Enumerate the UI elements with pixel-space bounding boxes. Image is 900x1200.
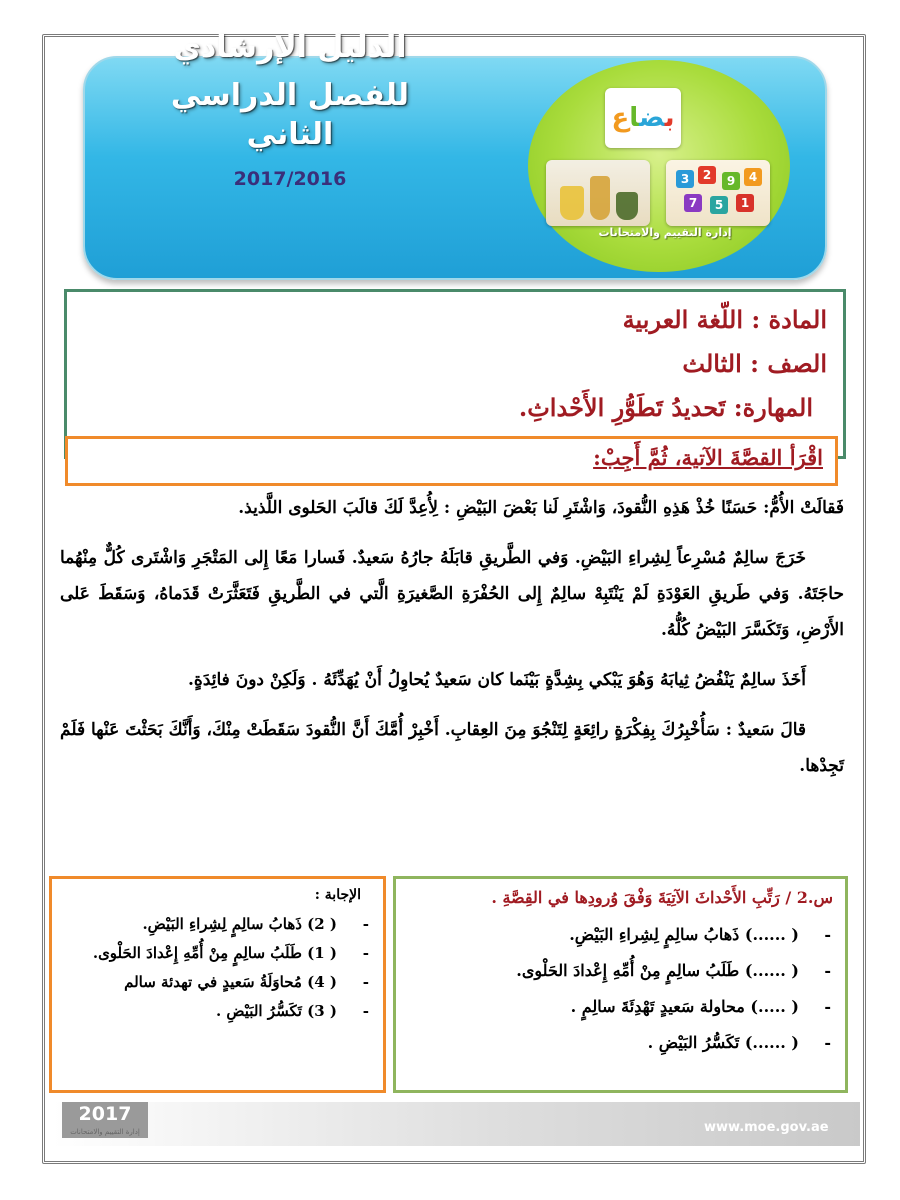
answer-box: [49, 876, 386, 1093]
question-item: - ( ......) تَكَسُّرُ البَيْضِ .: [647, 1033, 831, 1052]
answer-item: - ( 1) طَلَبُ سالِمٍ مِنْ أُمِّهِ إِعْدادَ الحَلْوى.: [92, 944, 369, 962]
question-list: [408, 917, 833, 1061]
question-item: - ( ......) ذَهابُ سالِمٍ لِشِراءِ البَيْضِ.: [569, 925, 831, 944]
chemistry-flasks-image: [546, 160, 650, 226]
question-box: [393, 876, 848, 1093]
answer-item: - ( 4) مُحاوَلَةُ سَعيدٍ في تهدئة سالم: [124, 973, 369, 991]
story-paragraph: فَقالَتْ الأُمُّ: حَسَنًا خُذْ هَذِهِ النُّقودَ، وَاشْتَرِ لَنا بَعْضَ البَيْضِ : لِأُعِدَّ لَكَ قالَبَ الحَلوى اللَّذيذ.: [238, 498, 844, 518]
story-paragraph: خَرَجَ سالِمٌ مُسْرِعاً لِشِراءِ البَيْضِ. وَفي الطَّريقِ قابَلَهُ جارُهُ سَعيدٌ. فَسارا مَعًا إِلى المَتْجَرِ وَاشْتَرى كُلٌّ مِنْهُما حاجَتَهُ. وَفي طَريقِ العَوْدَةِ لَمْ يَنْتَبِهْ سالِمٌ إِلى الحُفْرَةِ الصَّغيرَةِ الَّتي في الطَّريقِ فَتَعَثَّرَتْ قَدَماهُ، وَسَقَطَ عَلى الأَرْضِ، وَتَكَسَّرَ البَيْضُ كُلُّهُ.: [60, 548, 844, 640]
brand-logo: بضاع: [605, 88, 681, 148]
banner-subtitle: للفصل الدراسي الثاني: [170, 78, 410, 152]
answer-list: [64, 911, 371, 1025]
answer-item: - ( 2) ذَهابُ سالِمٍ لِشِراءِ البَيْضِ.: [142, 915, 369, 933]
grade-line: الصف : الثالث: [682, 349, 827, 378]
story-text: [60, 490, 844, 798]
footer-year: 2017: [62, 1102, 148, 1138]
footer-url: www.moe.gov.ae: [704, 1120, 829, 1135]
footer-department: إدارة التقييم والامتحانات: [70, 1128, 140, 1136]
question-item: - ( ......) طَلَبُ سالِمٍ مِنْ أُمِّهِ إِعْدادَ الحَلْوى.: [516, 961, 831, 980]
math-numbers-image: 3 2 9 4 7 5 1: [666, 160, 770, 226]
answer-heading: الإجابة :: [314, 887, 361, 903]
instruction-box: [65, 436, 838, 486]
skill-line: المهارة: تَحديدُ تَطَوُّرِ الأَحْداثِ.: [518, 393, 813, 422]
banner-title: الدليل الإرشادي: [173, 30, 407, 65]
instruction-text: اقْرَأ القصَّةَ الآتية، ثُمَّ أَجِبْ:: [593, 445, 823, 470]
department-label: إدارة التقييم والامتحانات: [598, 226, 732, 239]
story-paragraph: قالَ سَعيدٌ : سَأُخْبِرُكَ بِفِكْرَةٍ رائِعَةٍ لِتَنْجُوَ مِنَ العِقابِ. أَخْبِرْ أُمَّكَ أَنَّ النُّقودَ سَقَطَتْ مِنْكَ، وَأَنَّكَ بَحَثْتَ عَنْها فَلَمْ تَجِدْها.: [60, 720, 844, 776]
banner-text: [140, 30, 440, 190]
answer-item: - ( 3) تَكَسُّرُ البَيْضِ .: [215, 1002, 369, 1020]
banner-year: 2017/2016: [233, 168, 347, 190]
subject-line: المادة : اللّغة العربية: [622, 305, 827, 334]
question-heading: س.2 / رَتِّبِ الأَحْداثَ الآتِيَةَ وَفْقَ وُرودِها في القِصَّةِ .: [491, 888, 833, 907]
question-item: - ( .....) محاولة سَعيدٍ تَهْدِئَةَ سالِمٍ .: [570, 997, 831, 1016]
story-paragraph: أَخَذَ سالِمٌ يَنْفُضُ ثِيابَهُ وَهُوَ يَبْكي بِشِدَّةٍ بَيْنَما كان سَعيدٌ يُحاوِلُ أَنْ يُهَدِّئَهُ . وَلَكِنْ دونَ فائِدَةٍ.: [188, 670, 806, 690]
subject-block: [64, 289, 846, 459]
